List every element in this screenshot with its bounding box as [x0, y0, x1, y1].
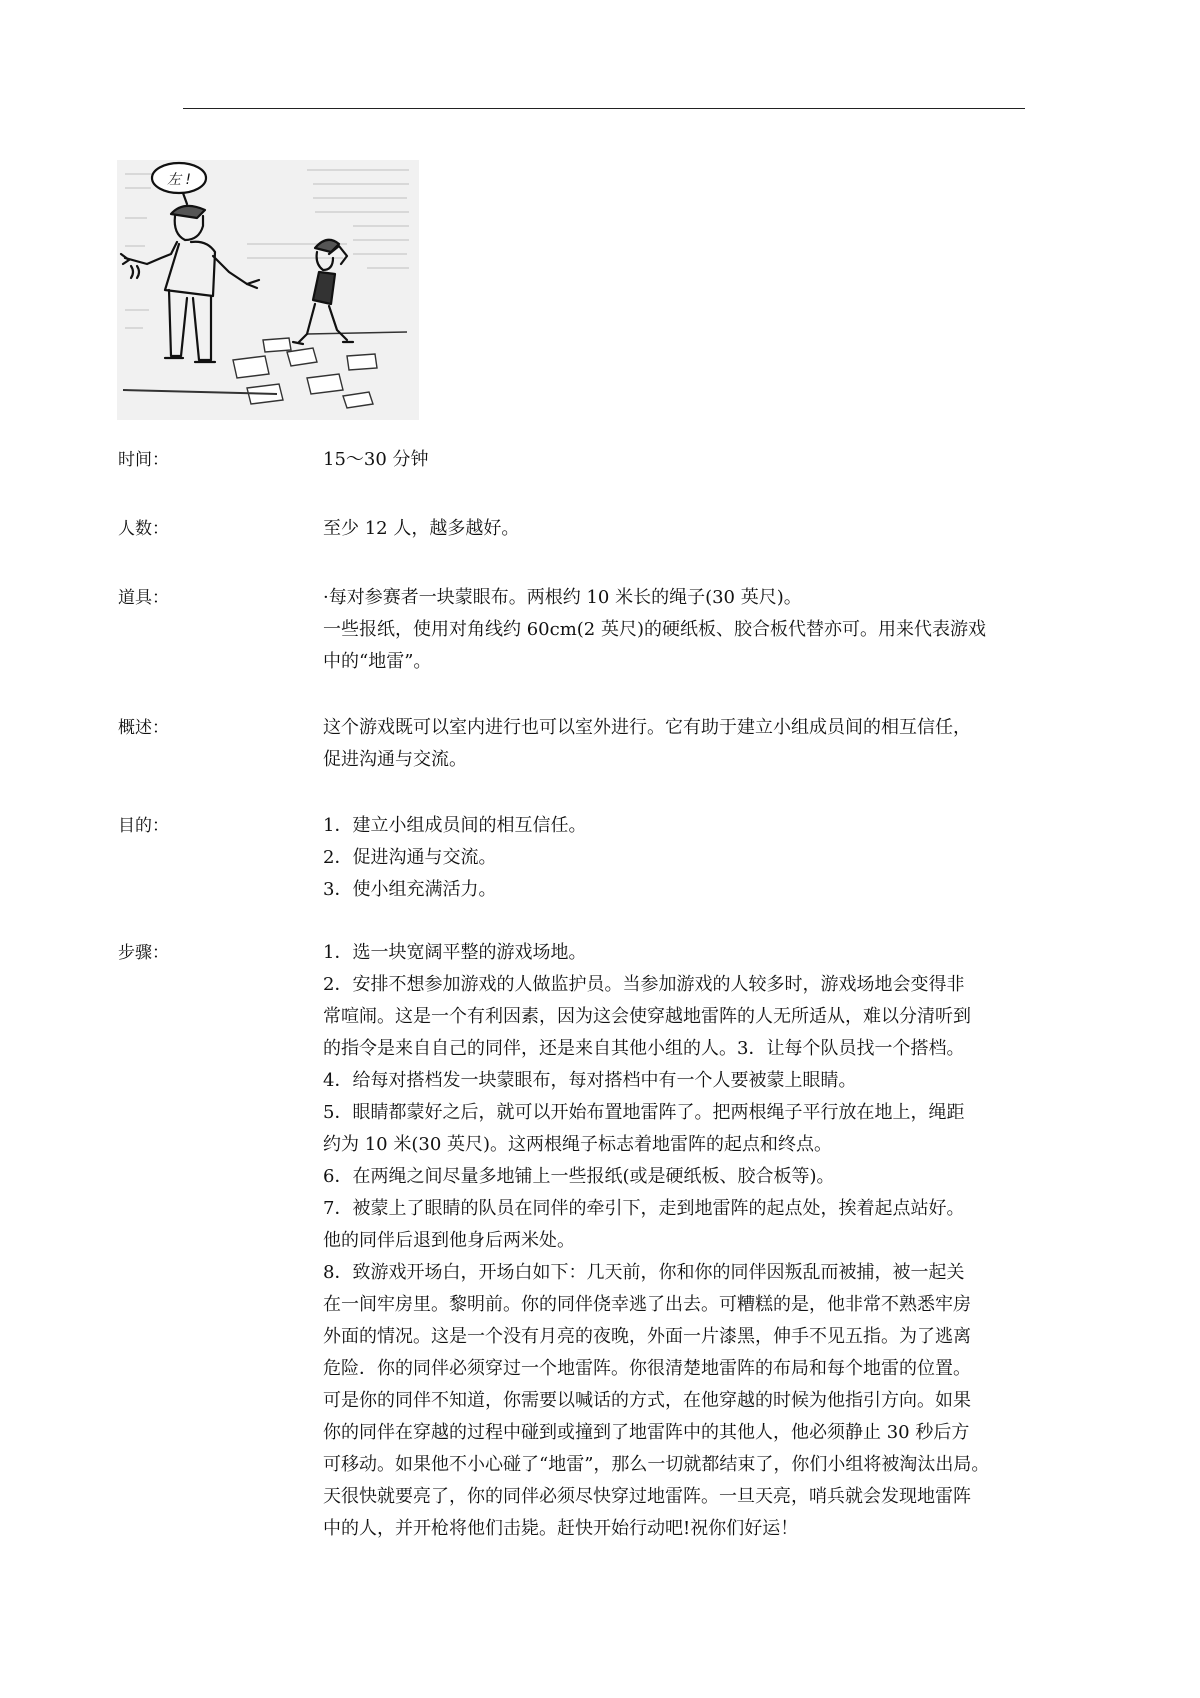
overview-value: [323, 712, 1083, 776]
props-line: ·每对参赛者一块蒙眼布。两根约 10 米长的绳子(30 英尺)。: [323, 587, 802, 608]
header-rule: [183, 108, 1025, 109]
steps-line: 7．被蒙上了眼睛的队员在同伴的牵引下，走到地雷阵的起点处，挨着起点站好。: [323, 1198, 965, 1219]
steps-line: 5．眼睛都蒙好之后，就可以开始布置地雷阵了。把两根绳子平行放在地上，绳距: [323, 1102, 965, 1123]
steps-line: 天很快就要亮了，你的同伴必须尽快穿过地雷阵。一旦天亮，哨兵就会发现地雷阵: [323, 1486, 971, 1507]
time-line: 15～30 分钟: [323, 449, 429, 470]
props-line: 一些报纸，使用对角线约 60cm(2 英尺)的硬纸板、胶合板代替亦可。用来代表游戏: [323, 619, 986, 640]
steps-line: 1．选一块宽阔平整的游戏场地。: [323, 942, 587, 963]
steps-line: 常喧闹。这是一个有利因素，因为这会使穿越地雷阵的人无所适从，难以分清听到: [323, 1006, 971, 1027]
props-value: [323, 582, 1083, 678]
people-value: [323, 513, 1083, 545]
steps-label: 步骤：: [118, 943, 169, 963]
steps-line: 你的同伴在穿越的过程中碰到或撞到了地雷阵中的其他人，他必须静止 30 秒后方: [323, 1422, 970, 1443]
steps-line: 4．给每对搭档发一块蒙眼布，每对搭档中有一个人要被蒙上眼睛。: [323, 1070, 857, 1091]
steps-line: 的指令是来自自己的同伴，还是来自其他小组的人。3．让每个队员找一个搭档。: [323, 1038, 965, 1059]
steps-line: 可是你的同伴不知道，你需要以喊话的方式，在他穿越的时候为他指引方向。如果: [323, 1390, 971, 1411]
steps-line: 他的同伴后退到他身后两米处。: [323, 1230, 575, 1251]
overview-line: 促进沟通与交流。: [323, 749, 467, 770]
props-line: 中的“地雷”。: [323, 651, 432, 672]
minefield-illustration: [117, 160, 419, 420]
people-line: 至少 12 人，越多越好。: [323, 518, 520, 539]
purpose-item: 2．促进沟通与交流。: [323, 847, 497, 868]
steps-line: 危险．你的同伴必须穿过一个地雷阵。你很清楚地雷阵的布局和每个地雷的位置。: [323, 1358, 971, 1379]
steps-line: 中的人，并开枪将他们击毙。赶快开始行动吧!祝你们好运！: [323, 1518, 799, 1539]
overview-line: 这个游戏既可以室内进行也可以室外进行。它有助于建立小组成员间的相互信任，: [323, 717, 971, 738]
steps-line: 8．致游戏开场白，开场白如下：几天前，你和你的同伴因叛乱而被捕，被一起关: [323, 1262, 965, 1283]
steps-line: 6．在两绳之间尽量多地铺上一些报纸(或是硬纸板、胶合板等)。: [323, 1166, 835, 1187]
steps-value: [323, 937, 1083, 1545]
speech-bubble-text: 左 !: [166, 172, 192, 188]
purpose-item: 1．建立小组成员间的相互信任。: [323, 815, 587, 836]
steps-line: 2．安排不想参加游戏的人做监护员。当参加游戏的人较多时，游戏场地会变得非: [323, 974, 965, 995]
steps-line: 可移动。如果他不小心碰了“地雷”，那么一切就都结束了，你们小组将被淘汰出局。: [323, 1454, 990, 1475]
props-label: 道具：: [118, 588, 169, 608]
time-label: 时间：: [118, 450, 169, 470]
overview-label: 概述：: [118, 718, 169, 738]
purpose-item: 3．使小组充满活力。: [323, 879, 497, 900]
steps-line: 约为 10 米(30 英尺)。这两根绳子标志着地雷阵的起点和终点。: [323, 1134, 833, 1155]
people-label: 人数：: [118, 519, 169, 539]
time-value: [323, 444, 1083, 476]
steps-line: 外面的情况。这是一个没有月亮的夜晚，外面一片漆黑，伸手不见五指。为了逃离: [323, 1326, 971, 1347]
purpose-value: [323, 810, 1083, 906]
steps-line: 在一间牢房里。黎明前。你的同伴侥幸逃了出去。可糟糕的是，他非常不熟悉牢房: [323, 1294, 971, 1315]
purpose-label: 目的：: [118, 816, 169, 836]
